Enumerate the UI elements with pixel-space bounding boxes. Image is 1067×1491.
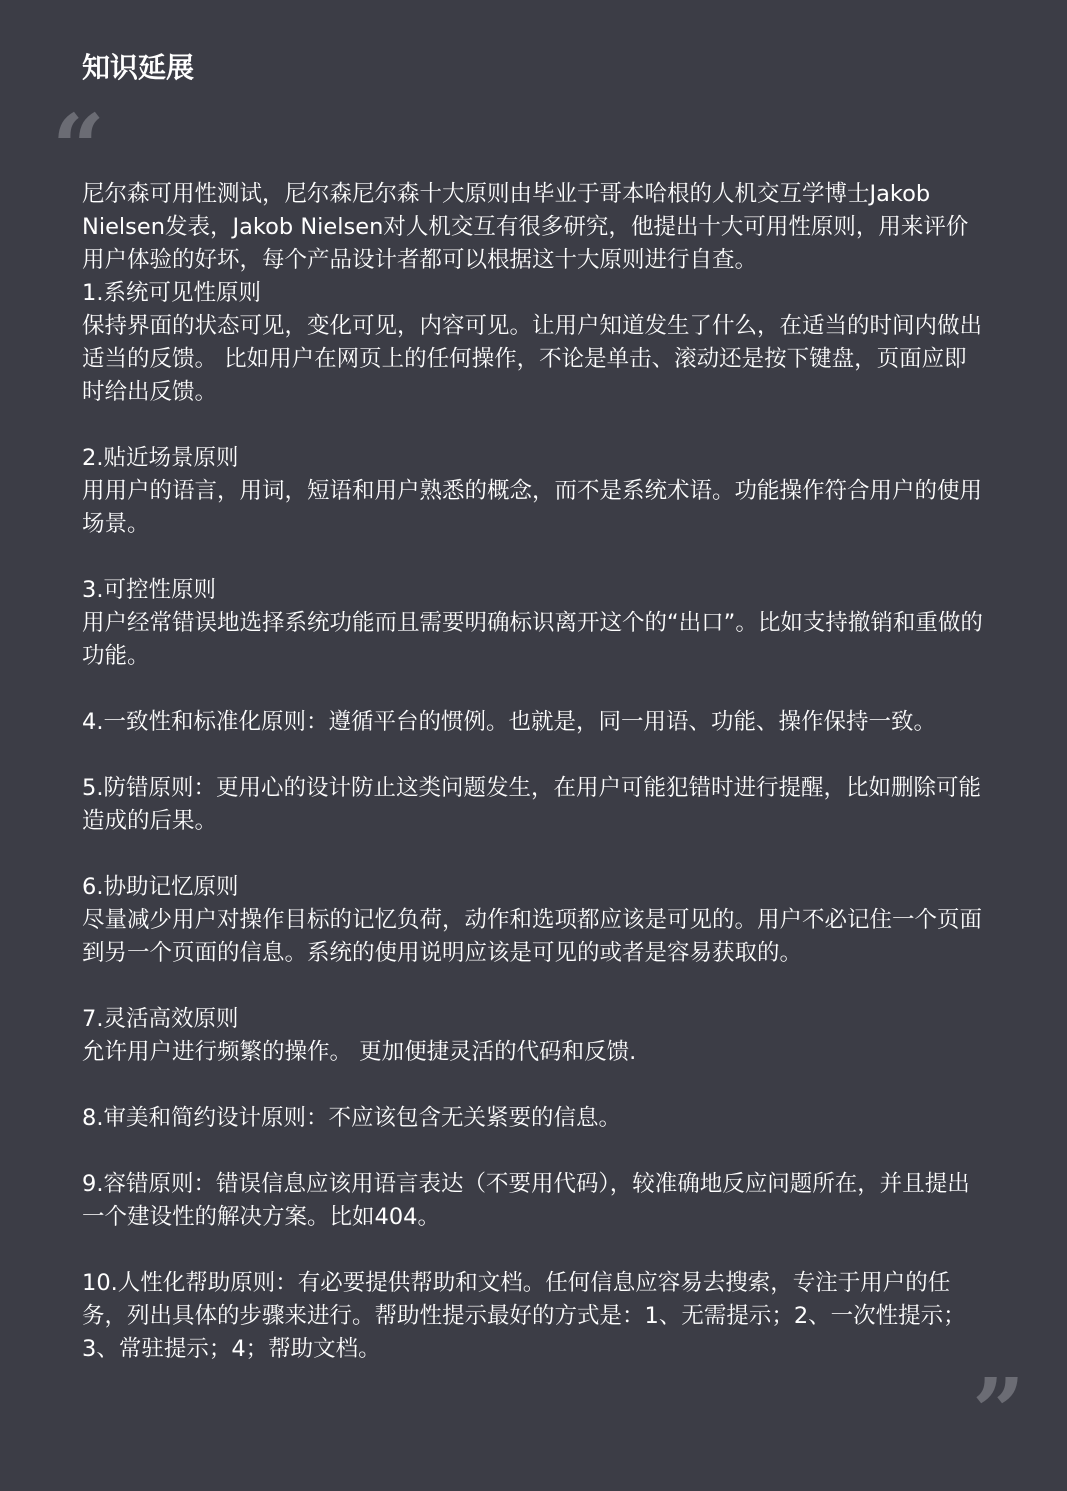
principle-2 bbox=[82, 442, 988, 541]
page-title: 知识延展 bbox=[82, 51, 195, 84]
principle-heading: 4.一致性和标准化原则：遵循平台的惯例。也就是，同一用语、功能、操作保持一致。 bbox=[82, 709, 936, 735]
principle-heading: 3.可控性原则 bbox=[82, 577, 216, 603]
principle-5 bbox=[82, 772, 988, 838]
principle-heading: 2.贴近场景原则 bbox=[82, 445, 239, 471]
principle-heading: 7.灵活高效原则 bbox=[82, 1006, 239, 1032]
open-quote-icon: “ bbox=[52, 94, 105, 202]
principle-body: 允许用户进行频繁的操作。 更加便捷灵活的代码和反馈. bbox=[82, 1039, 637, 1065]
principle-10 bbox=[82, 1267, 988, 1366]
principle-body: 保持界面的状态可见，变化可见，内容可见。让用户知道发生了什么，在适当的时间内做出适当的反馈。 比如用户在网页上的任何操作，不论是单击、滚动还是按下键盘，页面应即时给出反馈。 bbox=[82, 313, 983, 405]
principle-7 bbox=[82, 1003, 988, 1069]
principle-8 bbox=[82, 1102, 988, 1135]
principle-heading: 10.人性化帮助原则：有必要提供帮助和文档。任何信息应容易去搜索，专注于用户的任务，列出具体的步骤来进行。帮助性提示最好的方式是：1、无需提示；2、一次性提示；3、常驻提示；4；帮助文档。 bbox=[82, 1270, 966, 1362]
principle-body: 尽量减少用户对操作目标的记忆负荷，动作和选项都应该是可见的。用户不必记住一个页面到另一个页面的信息。系统的使用说明应该是可见的或者是容易获取的。 bbox=[82, 907, 983, 966]
principle-3 bbox=[82, 574, 988, 673]
intro-paragraph: 尼尔森可用性测试，尼尔森尼尔森十大原则由毕业于哥本哈根的人机交互学博士Jakob Nielsen发表，Jakob Nielsen对人机交互有很多研究，他提出十大可用性原则，用来评价用户体验的好坏，每个产品设计者都可以根据这十大原则进行自查。 bbox=[82, 181, 969, 273]
close-quote-icon: ” bbox=[972, 1358, 1025, 1466]
principle-heading: 9.容错原则：错误信息应该用语言表达（不要用代码），较准确地反应问题所在，并且提出一个建设性的解决方案。比如404。 bbox=[82, 1171, 970, 1230]
principle-body: 用用户的语言，用词，短语和用户熟悉的概念，而不是系统术语。功能操作符合用户的使用场景。 bbox=[82, 478, 983, 537]
article-body bbox=[82, 178, 988, 1366]
principle-1 bbox=[82, 277, 988, 409]
principle-6 bbox=[82, 871, 988, 970]
principle-heading: 5.防错原则：更用心的设计防止这类问题发生，在用户可能犯错时进行提醒，比如删除可能造成的后果。 bbox=[82, 775, 981, 834]
principle-body: 用户经常错误地选择系统功能而且需要明确标识离开这个的“出口”。比如支持撤销和重做的功能。 bbox=[82, 610, 983, 669]
principle-heading: 1.系统可见性原则 bbox=[82, 280, 261, 306]
principle-9 bbox=[82, 1168, 988, 1234]
principle-heading: 8.审美和简约设计原则：不应该包含无关紧要的信息。 bbox=[82, 1105, 621, 1131]
principle-heading: 6.协助记忆原则 bbox=[82, 874, 239, 900]
principle-4 bbox=[82, 706, 988, 739]
